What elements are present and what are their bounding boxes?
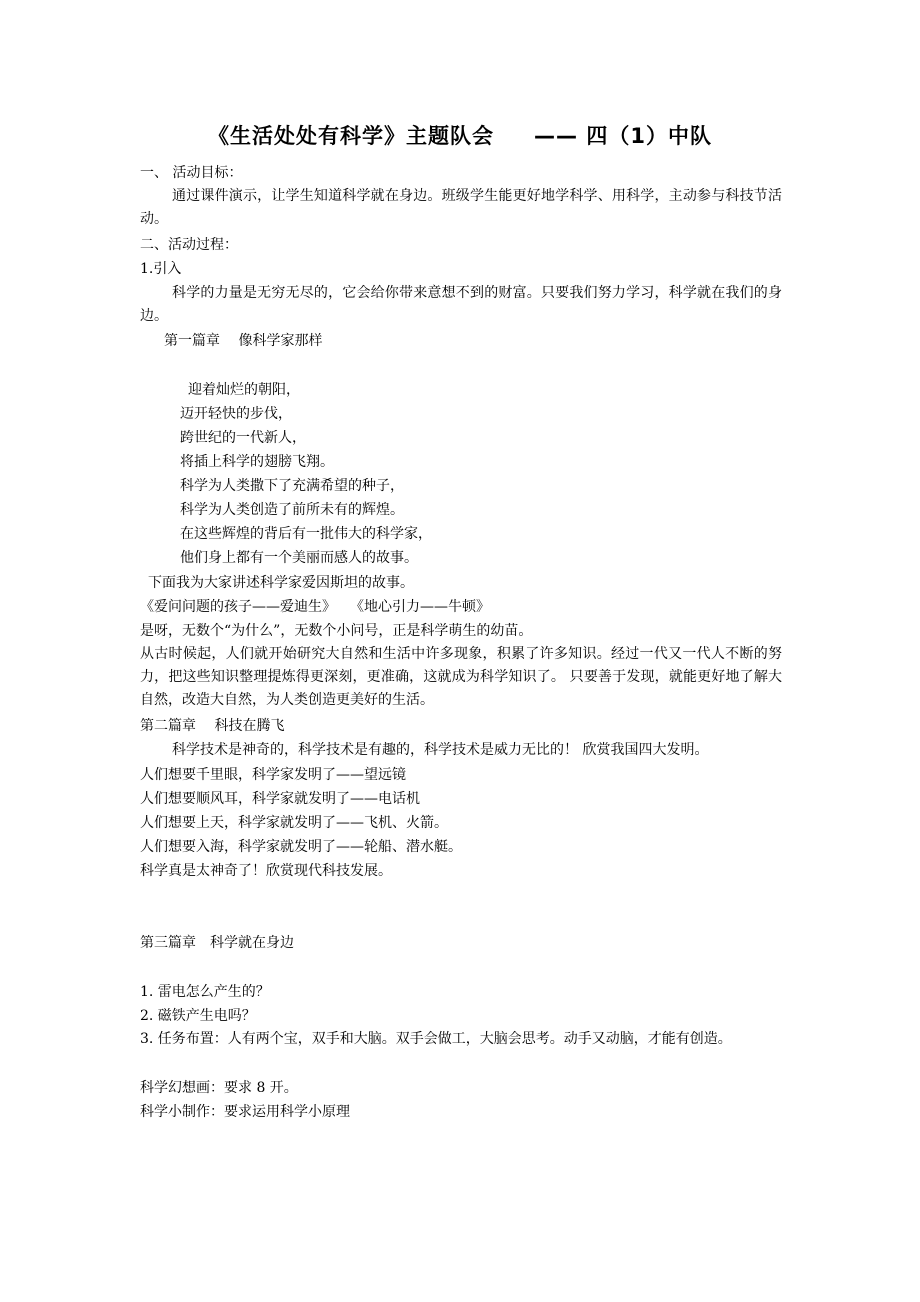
document-title [0,120,920,150]
poem-line: 迎着灿烂的朝阳， [188,382,300,398]
why-line: 是呀，无数个“为什么”，无数个小问号，正是科学萌生的幼苗。 [140,623,533,639]
task-item: 3. 任务布置：人有两个宝，双手和大脑。双手会做工，大脑会思考。动手又动脑，才能有创造。 [140,1031,732,1047]
question-item: 2. 磁铁产生电吗？ [140,1008,256,1024]
intro-text: 科学的力量是无穷无尽的，它会给你带来意想不到的财富。只要我们努力学习，科学就在我们的身边。 [140,285,782,324]
craft-requirement: 科学小制作：要求运用科学小原理 [140,1104,350,1120]
title-dash: —— [534,124,579,148]
chapter3-heading: 第三篇章 科学就在身边 [140,935,294,951]
history-paragraph: 从古时候起，人们就开始研究大自然和生活中许多现象，积累了许多知识。经过一代又一代人不断的努力，把这些知识整理提炼得更深刻，更准确，这就成为科学知识了。 只要善于发现，就能更好地了解大自然，改造大自然，为人类创造更美好的生活。 [140,646,782,708]
chapter1-heading: 第一篇章 像科学家那样 [164,333,323,349]
invention-line: 科学真是太神奇了！欣赏现代科技发展。 [140,863,392,879]
invention-line: 人们想要入海，科学家就发明了——轮船、潜水艇。 [140,839,462,855]
section1-text: 通过课件演示，让学生知道科学就在身边。班级学生能更好地学科学、用科学，主动参与科技节活动。 [140,188,782,227]
fantasy-requirement: 科学幻想画：要求 8 开。 [140,1080,298,1096]
intro-label: 1.引入 [140,261,182,277]
invention-line: 人们想要千里眼，科学家发明了——望远镜 [140,767,406,783]
poem-line: 将插上科学的翅膀飞翔。 [180,454,334,470]
invention-line: 人们想要上天，科学家就发明了——飞机、火箭。 [140,815,448,831]
section2-heading: 二、活动过程： [140,237,238,253]
poem-line: 在这些辉煌的背后有一批伟大的科学家， [180,526,432,542]
question-item: 1. 雷电怎么产生的？ [140,984,270,1000]
chapter2-heading: 第二篇章 科技在腾飞 [140,718,285,734]
poem-line: 科学为人类创造了前所未有的辉煌。 [180,502,404,518]
title-main: 《生活处处有科学》主题队会 [208,124,495,148]
book-titles: 《爱问问题的孩子——爱迪生》 《地心引力——牛顿》 [140,599,490,615]
section1-heading: 一、 活动目标： [140,165,243,181]
chapter2-intro: 科学技术是神奇的，科学技术是有趣的，科学技术是威力无比的！ 欣赏我国四大发明。 [172,742,709,758]
story-line: 下面我为大家讲述科学家爱因斯坦的故事。 [148,575,414,591]
title-squad: 四（1）中队 [586,124,712,148]
poem-line: 科学为人类撒下了充满希望的种子， [180,478,404,494]
poem-line: 迈开轻快的步伐， [180,406,292,422]
invention-line: 人们想要顺风耳，科学家就发明了——电话机 [140,791,420,807]
poem-line: 他们身上都有一个美丽而感人的故事。 [180,550,418,566]
poem-line: 跨世纪的一代新人， [180,430,306,446]
